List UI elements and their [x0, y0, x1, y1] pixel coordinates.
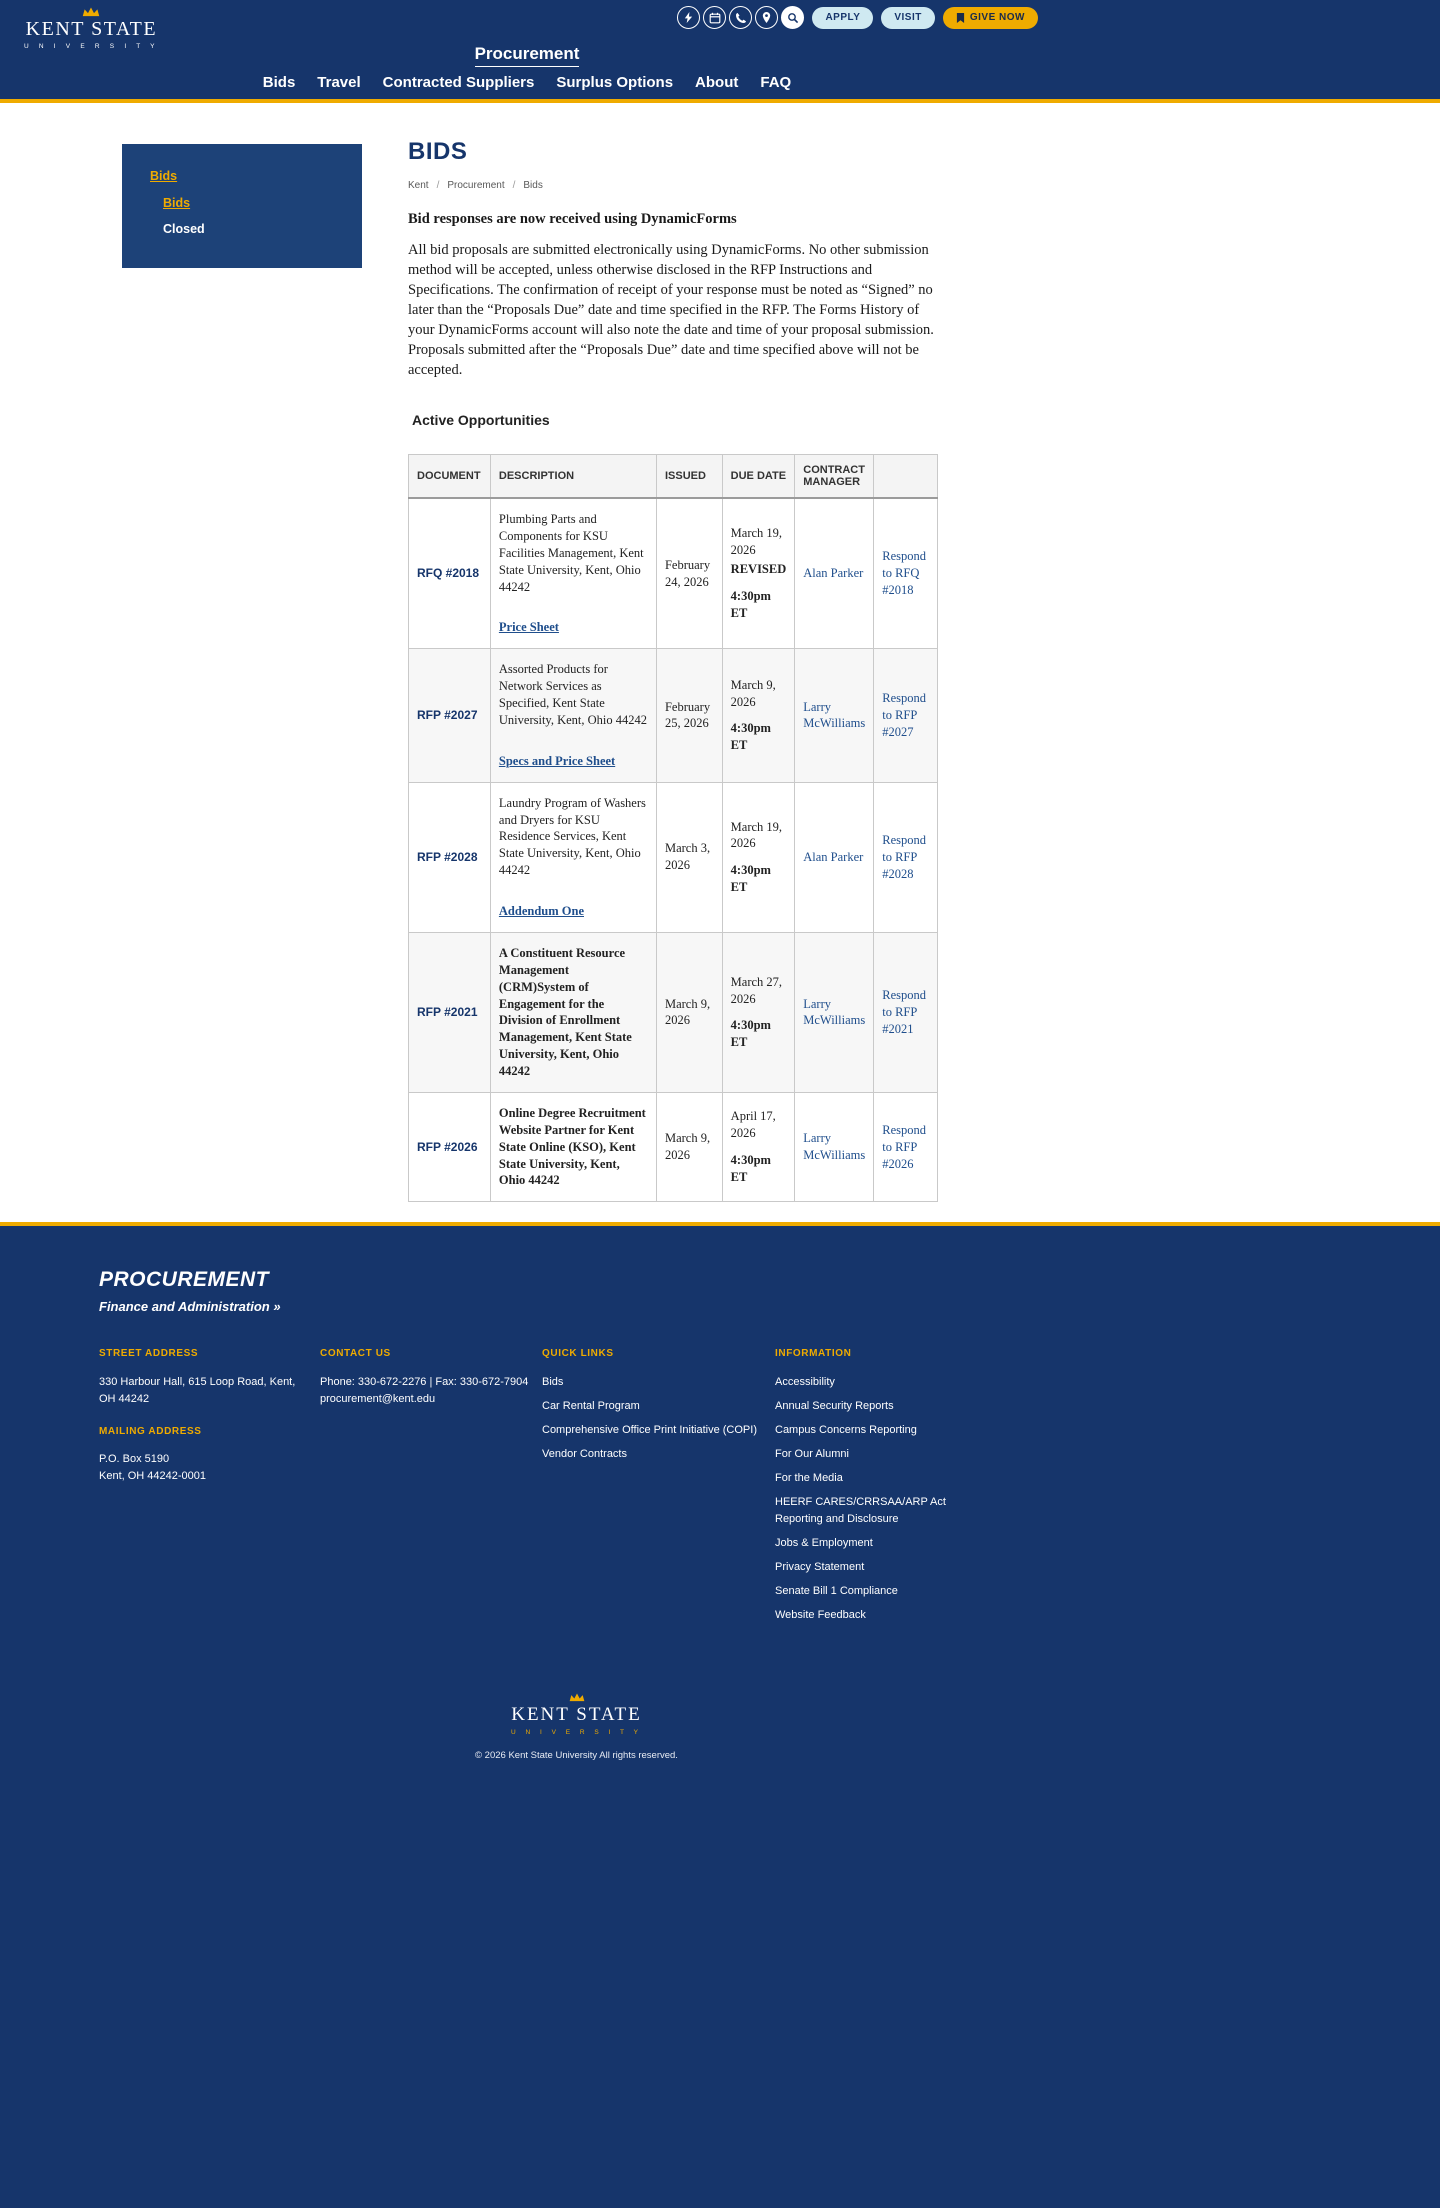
bids-table — [408, 454, 938, 1202]
nav-about[interactable]: About — [695, 74, 739, 91]
footer-information-column — [775, 1346, 957, 1631]
due-date-cell — [722, 932, 795, 1092]
quick-link-copi[interactable]: Comprehensive Office Print Initiative (COPI) — [542, 1423, 757, 1436]
col-header-document: DOCUMENT — [409, 455, 491, 499]
logo-wordmark: KENT STATE — [25, 18, 158, 40]
breadcrumb-procurement[interactable]: Procurement — [447, 180, 505, 191]
site-title-link[interactable]: Procurement — [475, 44, 580, 67]
page-column — [408, 138, 938, 1222]
mailing-line1: P.O. Box 5190 — [99, 1453, 170, 1466]
main-content — [0, 103, 1440, 1222]
table-row — [409, 782, 938, 932]
col-header-respond — [874, 455, 938, 499]
info-link-for-the-media[interactable]: For the Media — [775, 1471, 843, 1484]
table-header-row — [409, 455, 938, 499]
quick-link-car-rental[interactable]: Car Rental Program — [542, 1399, 640, 1412]
sidebar-item-bids[interactable]: Bids — [150, 169, 178, 183]
due-date: March 9, 2026 — [730, 677, 776, 709]
bid-description: Laundry Program of Washers and Dryers for KSU Residence Services, Kent State University, Kent, Ohio 44242 — [498, 795, 646, 878]
revised-flag: REVISED — [730, 562, 787, 577]
info-link-website-feedback[interactable]: Website Feedback — [775, 1609, 866, 1622]
main-nav — [0, 74, 1054, 91]
contract-manager-link[interactable]: Alan Parker — [803, 849, 864, 864]
nav-surplus-options[interactable]: Surplus Options — [556, 74, 674, 91]
due-time: 4:30pm ET — [730, 1018, 771, 1050]
street-address: 330 Harbour Hall, 615 Loop Road, Kent, OH 44242 — [99, 1375, 296, 1405]
col-header-contract-manager: CONTRACT MANAGER — [795, 455, 874, 499]
intro-paragraph: All bid proposals are submitted electronically using DynamicForms. No other submission method will be accepted, unless otherwise disclosed in the RFP Instructions and Specifications. The confirmation of receipt of your response must be noted as “Signed” no later than the “Proposals Due” date and time specified in the RFP. The Forms History of your DynamicForms account will also note the date and time of your proposal submission. Proposals submitted after the “Proposals Due” date and time specified above will not be accepted. — [408, 242, 934, 378]
attachment-link[interactable]: Specs and Price Sheet — [498, 753, 616, 768]
footer-address-column — [99, 1346, 320, 1631]
give-now-button[interactable] — [943, 7, 1038, 29]
table-row — [409, 932, 938, 1092]
due-time: 4:30pm ET — [730, 721, 771, 753]
bid-description: Plumbing Parts and Components for KSU Facilities Management, Kent State University, Kent, Ohio 44242 — [498, 512, 644, 594]
contract-manager-link[interactable]: Larry McWilliams — [803, 1131, 866, 1163]
issued-date: March 9, 2026 — [656, 1092, 722, 1201]
respond-link[interactable]: Respond to RFQ #2018 — [882, 549, 926, 598]
footer-dept-subtitle[interactable]: Finance and Administration » — [99, 1299, 281, 1315]
info-link-heerf[interactable]: HEERF CARES/CRRSAA/ARP Act Reporting and Disclosure — [775, 1495, 946, 1526]
apply-button[interactable]: APPLY — [812, 7, 873, 29]
bid-description: Assorted Products for Network Services as Specified, Kent State University, Kent, Ohio 44242 — [498, 662, 648, 727]
site-header — [0, 0, 1440, 103]
due-date-cell — [722, 649, 795, 782]
attachment-link[interactable]: Price Sheet — [498, 620, 559, 635]
breadcrumb-separator: / — [512, 180, 516, 191]
issued-date: February 24, 2026 — [656, 498, 722, 649]
calendar-icon[interactable] — [703, 6, 726, 29]
info-link-senate-bill-1[interactable]: Senate Bill 1 Compliance — [775, 1585, 898, 1598]
due-time: 4:30pm ET — [730, 589, 771, 620]
search-icon[interactable] — [781, 6, 804, 29]
due-date-cell — [722, 782, 795, 932]
contract-manager-link[interactable]: Larry McWilliams — [803, 699, 866, 731]
table-row — [409, 498, 938, 649]
issued-date: February 25, 2026 — [656, 649, 722, 782]
nav-travel[interactable]: Travel — [317, 74, 361, 91]
info-link-campus-concerns[interactable]: Campus Concerns Reporting — [775, 1423, 917, 1436]
quick-link-bids[interactable]: Bids — [542, 1375, 564, 1388]
quick-link-vendor-contracts[interactable]: Vendor Contracts — [542, 1447, 627, 1460]
bookmark-icon — [956, 12, 965, 24]
nav-bids[interactable]: Bids — [262, 74, 296, 91]
nav-faq[interactable]: FAQ — [760, 74, 792, 91]
page-title: BIDS — [408, 138, 468, 165]
crown-icon — [82, 7, 100, 17]
due-date-cell — [722, 1092, 795, 1201]
street-address-heading: STREET ADDRESS — [99, 1348, 199, 1360]
due-date-cell — [722, 498, 795, 649]
info-link-privacy-statement[interactable]: Privacy Statement — [775, 1561, 865, 1574]
breadcrumb-kent[interactable]: Kent — [408, 180, 429, 191]
flashline-lightning-icon[interactable] — [677, 6, 700, 29]
sidebar-item-bids-child[interactable]: Bids — [163, 195, 191, 210]
contact-us-heading: CONTACT US — [320, 1348, 391, 1360]
location-pin-icon[interactable] — [755, 6, 778, 29]
give-now-label: GIVE NOW — [969, 12, 1025, 23]
due-time: 4:30pm ET — [730, 863, 771, 895]
info-link-annual-security-reports[interactable]: Annual Security Reports — [775, 1399, 894, 1412]
document-link[interactable]: RFP #2026 — [417, 1139, 478, 1154]
due-date: April 17, 2026 — [730, 1109, 776, 1141]
contract-manager-link[interactable]: Alan Parker — [803, 566, 864, 581]
col-header-due-date: DUE DATE — [722, 455, 795, 499]
phone-icon[interactable] — [729, 6, 752, 29]
table-row — [409, 649, 938, 782]
contact-email-link[interactable]: procurement@kent.edu — [320, 1392, 436, 1405]
footer-dept-title[interactable]: PROCUREMENT — [99, 1268, 270, 1292]
document-link[interactable]: RFQ #2018 — [417, 566, 480, 581]
mailing-line2: Kent, OH 44242-0001 — [99, 1470, 207, 1483]
due-date: March 19, 2026 — [730, 526, 783, 558]
col-header-issued: ISSUED — [656, 455, 722, 499]
due-time: 4:30pm ET — [730, 1153, 771, 1184]
footer-logo-subtext: U N I V E R S I T Y — [511, 1729, 642, 1737]
col-header-description: DESCRIPTION — [490, 455, 656, 499]
info-link-jobs-employment[interactable]: Jobs & Employment — [775, 1537, 873, 1550]
respond-link[interactable]: Respond to RFP #2026 — [882, 1122, 926, 1171]
footer-contact-column — [320, 1346, 542, 1631]
respond-link[interactable]: Respond to RFP #2027 — [882, 691, 926, 739]
breadcrumb-separator: / — [436, 180, 440, 191]
respond-link[interactable]: Respond to RFP #2021 — [882, 988, 926, 1036]
quick-links-heading: QUICK LINKS — [542, 1348, 614, 1360]
attachment-link[interactable]: Addendum One — [498, 904, 584, 918]
contact-phone: Phone: 330-672-2276 | Fax: 330-672-7904 — [320, 1375, 529, 1388]
footer-kent-state-logo[interactable] — [99, 1693, 1054, 1736]
footer-columns — [99, 1346, 1054, 1631]
site-title-row — [0, 44, 1054, 64]
nav-contracted-suppliers[interactable]: Contracted Suppliers — [382, 74, 535, 91]
due-date: March 19, 2026 — [730, 819, 783, 851]
info-link-accessibility[interactable]: Accessibility — [775, 1375, 835, 1388]
table-row — [409, 1092, 938, 1201]
crown-icon — [569, 1693, 585, 1702]
contract-manager-link[interactable]: Larry McWilliams — [803, 996, 866, 1028]
header-utility-bar — [677, 6, 1038, 29]
info-link-for-our-alumni[interactable]: For Our Alumni — [775, 1447, 849, 1460]
site-footer — [0, 1222, 1440, 2208]
sidebar — [122, 144, 362, 268]
information-heading: INFORMATION — [775, 1348, 852, 1360]
logo-subtext: U N I V E R S I T Y — [24, 43, 159, 50]
visit-button[interactable]: VISIT — [881, 7, 935, 29]
breadcrumb-current: Bids — [523, 180, 543, 191]
copyright-text: © 2026 Kent State University All rights reserved. — [475, 1750, 678, 1762]
respond-link[interactable]: Respond to RFP #2028 — [882, 832, 926, 881]
footer-logo-wordmark: KENT STATE — [511, 1704, 642, 1726]
breadcrumb — [408, 180, 938, 191]
issued-date: March 9, 2026 — [656, 932, 722, 1092]
sidebar-item-closed[interactable]: Closed — [163, 222, 205, 236]
document-link[interactable]: RFP #2028 — [417, 849, 478, 864]
mailing-address-heading: MAILING ADDRESS — [99, 1425, 202, 1437]
issued-date: March 3, 2026 — [656, 782, 722, 932]
active-opportunities-heading: Active Opportunities — [412, 412, 550, 428]
document-link[interactable]: RFP #2027 — [417, 708, 478, 722]
lead-text: Bid responses are now received using DynamicForms — [408, 211, 737, 227]
document-link[interactable]: RFP #2021 — [417, 1004, 478, 1019]
due-date: March 27, 2026 — [730, 974, 783, 1006]
bid-description: A Constituent Resource Management (CRM)System of Engagement for the Division of Enrollment Management, Kent State University, Kent, Ohio 44242 — [498, 945, 632, 1078]
bid-description: Online Degree Recruitment Website Partner for Kent State Online (KSO), Kent State University, Kent, Ohio 44242 — [498, 1105, 646, 1188]
footer-quick-links-column — [542, 1346, 775, 1631]
